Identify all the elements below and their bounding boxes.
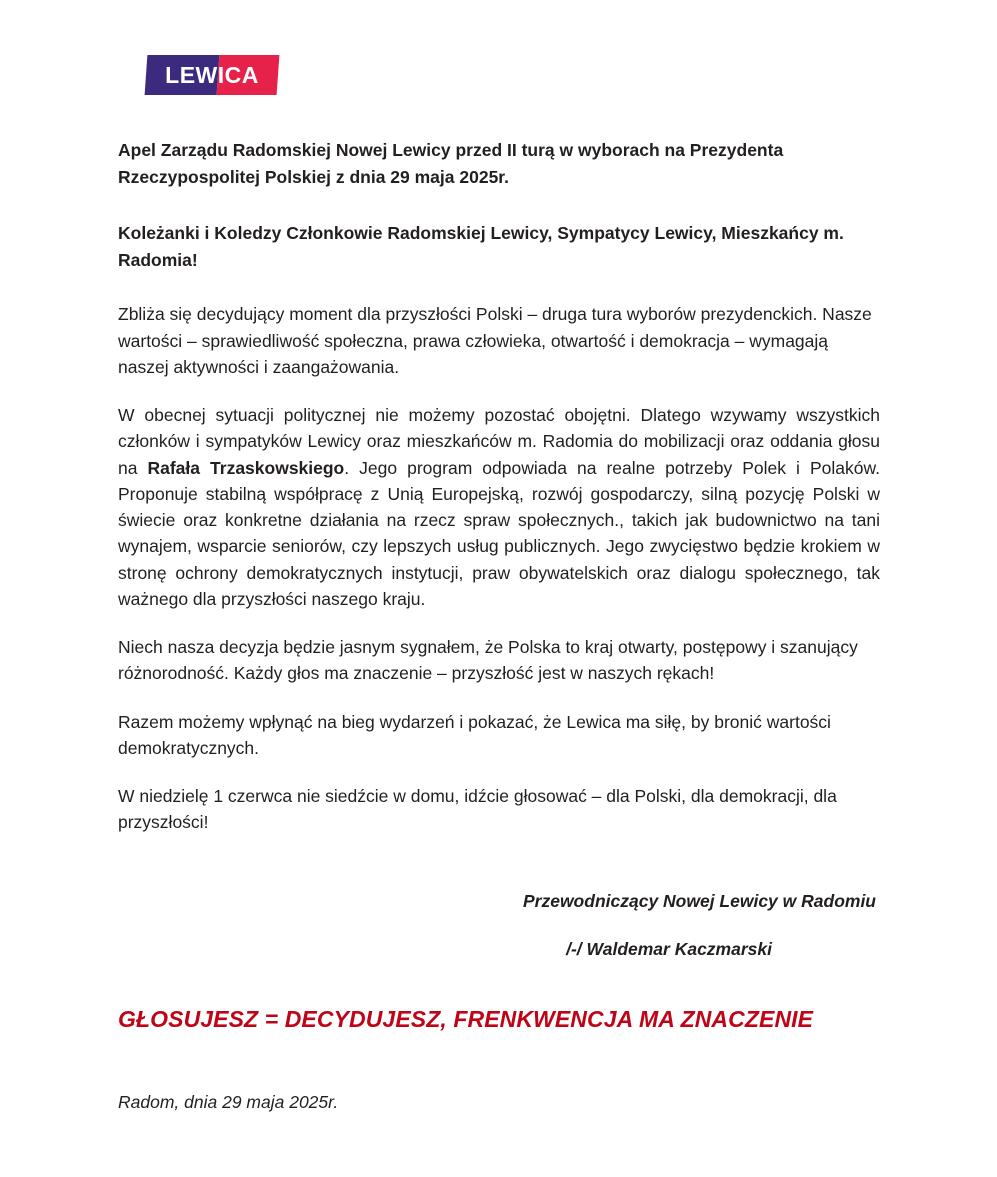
- paragraph-3: Niech nasza decyzja będzie jasnym sygnałem, że Polska to kraj otwarty, postępowy i szanujący różnorodność. Każdy głos ma znaczenie – przyszłość jest w naszych rękach!: [118, 637, 858, 684]
- lewica-logo: [146, 55, 278, 95]
- logo-wordmark: LEWICA: [165, 61, 259, 88]
- paragraph-1: Zbliża się decydujący moment dla przyszłości Polski – druga tura wyborów prezydenckich. Nasze wartości – sprawiedliwość społeczna, prawa człowieka, otwartość i demokracja – wymagają naszej aktywności i zaangażowania.: [118, 304, 872, 377]
- document-body: [118, 137, 880, 858]
- document-salutation: Koleżanki i Koledzy Członkowie Radomskiej Lewicy, Sympatycy Lewicy, Mieszkańcy m. Radomia!: [118, 223, 844, 270]
- logo-shape: [145, 55, 280, 95]
- paragraph-4: Razem możemy wpłynąć na bieg wydarzeń i pokazać, że Lewica ma siłę, by bronić wartości demokratycznych.: [118, 711, 831, 758]
- paragraph-2-text-a: W obecnej sytuacji politycznej nie możemy pozostać obojętni. Dlatego wzywamy wszystkich członków i sympatyków Lewicy oraz mieszkańców m. Radomia do mobilizacji oraz oddania głosu na: [118, 405, 880, 478]
- document-heading: Apel Zarządu Radomskiej Nowej Lewicy przed II turą w wyborach na Prezydenta Rzeczypospolitej Polskiej z dnia 29 maja 2025r.: [118, 140, 784, 187]
- paragraph-5: W niedzielę 1 czerwca nie siedźcie w domu, idźcie głosować – dla Polski, dla demokracji, dla przyszłości!: [118, 786, 837, 833]
- candidate-name: Rafała Trzaskowskiego: [147, 457, 345, 478]
- paragraph-2: [118, 402, 880, 612]
- paragraph-2-text-b: . Jego program odpowiada na realne potrzeby Polek i Polaków. Proponuje stabilną współpracę z Unią Europejską, rozwój gospodarczy, silną pozycję Polski w świecie oraz konkretne działania na rzecz spraw społecznych., takich jak budownictwo na tani wynajem, wsparcie seniorów, czy lepszych usług publicznych. Jego zwycięstwo będzie krokiem w stronę ochrony demokratycznych instytucji, praw obywatelskich oraz dialogu społecznego, tak ważnego dla przyszłości naszego kraju.: [118, 457, 880, 609]
- signature-title: Przewodniczący Nowej Lewicy w Radomiu: [522, 891, 876, 911]
- signature-name: /-/ Waldemar Kaczmarski: [566, 939, 772, 960]
- dateline: Radom, dnia 29 maja 2025r.: [118, 1092, 339, 1112]
- campaign-slogan: GŁOSUJESZ = DECYDUJESZ, FRENKWENCJA MA ZNACZENIE: [118, 1006, 814, 1032]
- signature-block: [118, 888, 880, 963]
